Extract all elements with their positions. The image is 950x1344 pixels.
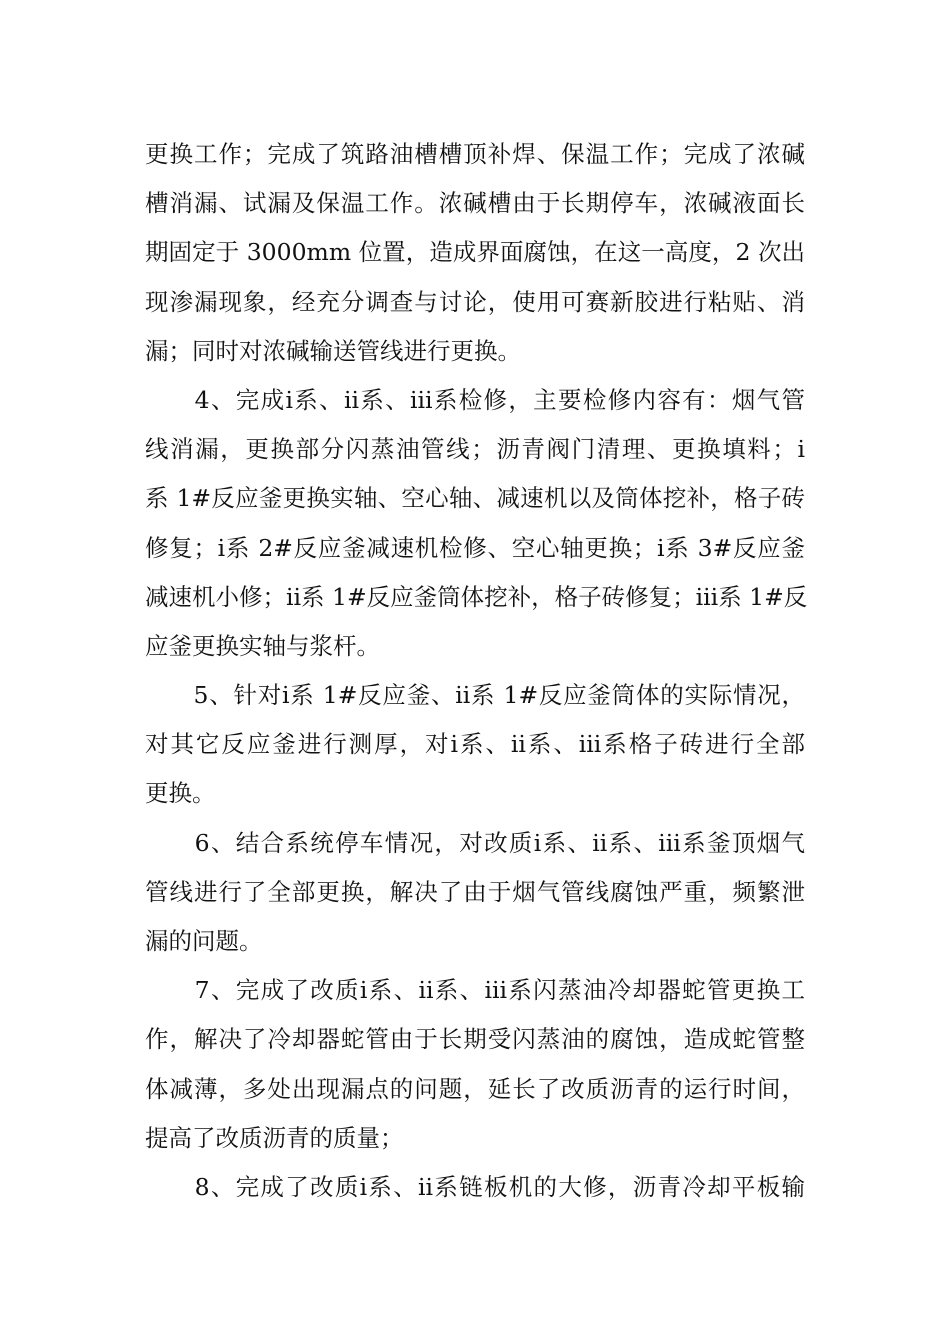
text-line: 漏；同时对浓碱输送管线进行更换。 (145, 336, 521, 365)
text-line: 对其它反应釜进行测厚，对ⅰ系、ⅱ系、ⅲ系格子砖进行全部 (145, 730, 805, 759)
text-line: 漏的问题。 (145, 927, 263, 955)
text-line: 减速机小修；ⅱ系 1#反应釜筒体挖补，格子砖修复；ⅲ系 1#反 (145, 582, 808, 611)
text-line: 7、完成了改质ⅰ系、ⅱ系、ⅲ系闪蒸油冷却器蛇管更换工 (145, 976, 805, 1005)
text-line: 现渗漏现象，经充分调查与讨论，使用可赛新胶进行粘贴、消 (145, 287, 805, 316)
text-line: 5、针对ⅰ系 1#反应釜、ⅱ系 1#反应釜筒体的实际情况， (145, 681, 805, 710)
text-line: 体减薄，多处出现漏点的问题，延长了改质沥青的运行时间， (145, 1074, 805, 1103)
paragraph-5 (145, 966, 805, 1163)
paragraph-4 (145, 819, 805, 967)
text-line: 系 1#反应釜更换实轴、空心轴、减速机以及筒体挖补，格子砖 (145, 484, 805, 513)
paragraph-2 (145, 376, 808, 671)
text-line: 期固定于 3000mm 位置，造成界面腐蚀，在这一高度，2 次出 (145, 238, 805, 267)
text-line: 更换。 (145, 779, 216, 808)
paragraph-3 (145, 671, 805, 819)
text-line: 8、完成了改质ⅰ系、ⅱ系链板机的大修，沥青冷却平板输 (145, 1172, 805, 1201)
paragraph-1 (145, 130, 805, 376)
text-line: 管线进行了全部更换，解决了由于烟气管线腐蚀严重，频繁泄 (145, 877, 805, 906)
text-line: 6、结合系统停车情况，对改质ⅰ系、ⅱ系、ⅲ系釜顶烟气 (145, 828, 805, 857)
text-line: 应釜更换实轴与浆杆。 (145, 631, 380, 660)
document-page (145, 130, 808, 1212)
text-line: 修复；ⅰ系 2#反应釜减速机检修、空心轴更换；ⅰ系 3#反应釜 (145, 533, 805, 562)
paragraph-6 (145, 1163, 805, 1212)
text-line: 更换工作；完成了筑路油槽槽顶补焊、保温工作；完成了浓碱 (145, 140, 805, 168)
text-line: 线消漏，更换部分闪蒸油管线；沥青阀门清理、更换填料；ⅰ (145, 435, 805, 464)
text-line: 槽消漏、试漏及保温工作。浓碱槽由于长期停车，浓碱液面长 (145, 189, 805, 218)
text-line: 4、完成ⅰ系、ⅱ系、ⅲ系检修，主要检修内容有：烟气管 (145, 385, 805, 414)
text-line: 作，解决了冷却器蛇管由于长期受闪蒸油的腐蚀，造成蛇管整 (145, 1025, 805, 1054)
text-line: 提高了改质沥青的质量； (145, 1123, 404, 1152)
